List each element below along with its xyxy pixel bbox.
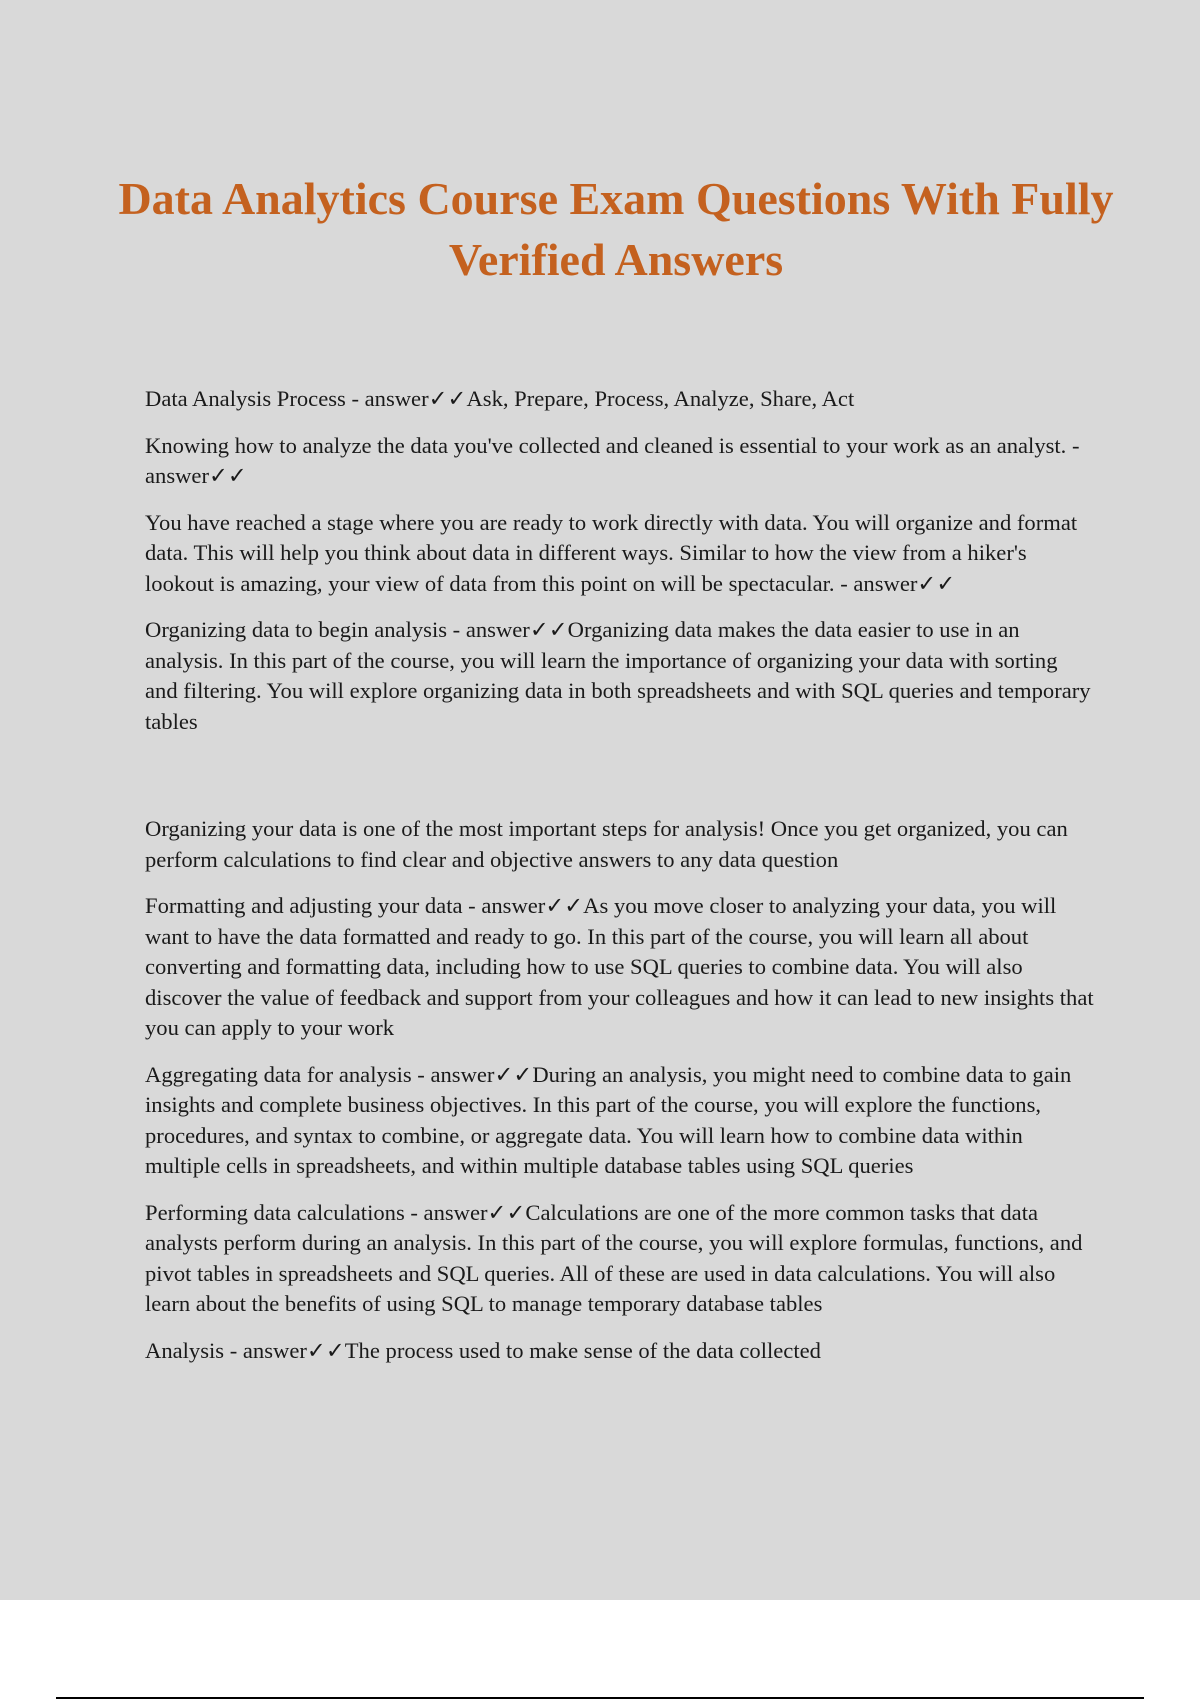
document-title: Data Analytics Course Exam Questions With Fully Verified Answers (118, 173, 1114, 285)
qa-entry-aggregating-data: Aggregating data for analysis - answer✓✓During an analysis, you might need to combine data to gain insights and complete business objectives. In this part of the course, you will explore the functions, procedures, and syntax to combine, or aggregate data. You will learn how to combine data within multiple cells in spreadsheets, and within multiple database tables using SQL queries (145, 1061, 1072, 1178)
qa-entry-knowing-how-to-analyze: Knowing how to analyze the data you've collected and cleaned is essential to your work as an analyst. - answer✓✓ (145, 432, 1080, 488)
qa-entry-performing-calculations: Performing data calculations - answer✓✓Calculations are one of the more common tasks that data analysts perform during an analysis. In this part of the course, you will explore formulas, functions, and pivot tables in spreadsheets and SQL queries. All of these are used in data calculations. You will also learn about the benefits of using SQL to manage temporary database tables (145, 1199, 1083, 1316)
qa-entry-organizing-importance: Organizing your data is one of the most important steps for analysis! Once you get organized, you can perform calculations to find clear and objective answers to any data question (145, 816, 1068, 872)
qa-entry-formatting-data: Formatting and adjusting your data - answer✓✓As you move closer to analyzing your data, you will want to have the data formatted and ready to go. In this part of the course, you will learn all about converting and formatting data, including how to use SQL queries to combine data. You will also discover the value of feedback and support from your colleagues and how it can lead to new insights that you can apply to your work (145, 893, 1094, 1040)
qa-entry-analysis: Analysis - answer✓✓The process used to make sense of the data collected (145, 1337, 821, 1363)
footer-divider (56, 1697, 1144, 1699)
qa-entry-data-analysis-process: Data Analysis Process - answer✓✓Ask, Prepare, Process, Analyze, Share, Act (145, 386, 855, 411)
qa-entry-organizing-data: Organizing data to begin analysis - answer✓✓Organizing data makes the data easier to use in an analysis. In this part of the course, you will learn the importance of organizing your data with sorting and filtering. You will explore organizing data in both spreadsheets and with SQL queries and temporary tables (145, 617, 1091, 734)
document-body (145, 384, 1095, 1382)
qa-entry-ready-to-work-with-data: You have reached a stage where you are ready to work directly with data. You will organize and format data. This will help you think about data in different ways. Similar to how the view from a hiker's lookout is amazing, your view of data from this point on will be spectacular. - answer✓✓ (145, 509, 1078, 596)
